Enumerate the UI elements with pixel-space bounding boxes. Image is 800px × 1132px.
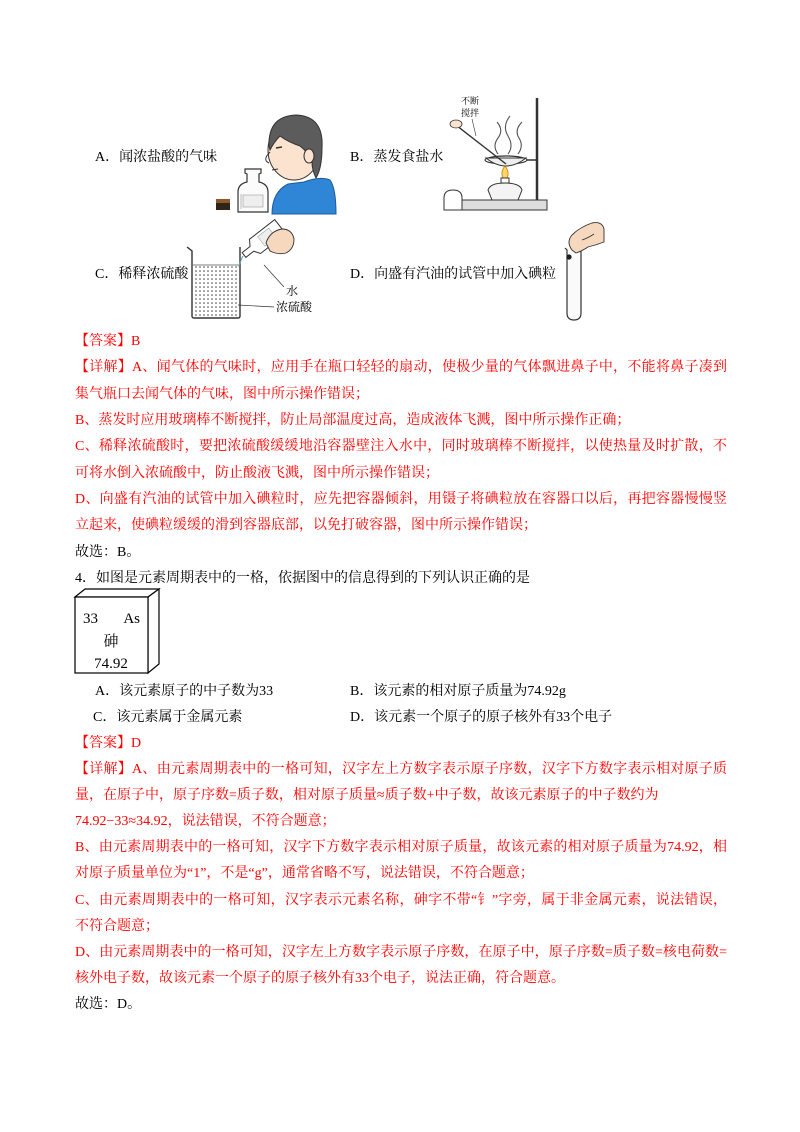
- acid-liquid: [193, 265, 239, 317]
- water-label: 水: [286, 284, 299, 298]
- q3-detail-line: D、向盛有汽油的试管中加入碘粒时，应先把容器倾斜，用镊子将碘粒放在容器口以后，再把容器慢慢竖: [75, 491, 727, 507]
- stopper-base: [216, 202, 230, 210]
- q3-option-c: C．稀释浓硫酸: [95, 267, 189, 282]
- boy-ear: [304, 149, 314, 163]
- q3-answer: 【答案】B: [75, 334, 141, 349]
- lamp-flame: [502, 166, 508, 178]
- q4-detail-line: 对原子质量单位为“1”，不是“g”，通常省略不写，说法错误，不符合题意；: [75, 866, 534, 882]
- q3-detail-line: 立起来，使碘粒缓缓的滑到容器底部，以免打破容器，图中所示操作错误；: [75, 518, 537, 534]
- stopper-top: [216, 199, 230, 203]
- stir-label-line1: 不断: [460, 96, 480, 106]
- q4-option-d: D．该元素一个原子的原子核外有33个电子: [350, 710, 613, 725]
- element-name: 砷: [103, 634, 119, 650]
- lamp-cap: [444, 190, 462, 210]
- evaporation-figure: [440, 92, 550, 214]
- acid-label: 浓硫酸: [276, 300, 313, 314]
- evaporating-dish: [486, 158, 526, 166]
- boy-shirt: [272, 178, 336, 214]
- stir-label-pointer: [472, 119, 476, 136]
- q4-option-a: A．该元素原子的中子数为33: [95, 684, 274, 699]
- q4-detail-line: 核外电子数，故该元素一个原子的原子核外有33个电子，说法正确，符合题意。: [75, 970, 565, 986]
- iodine-grain: [566, 254, 571, 259]
- q4-detail-line: 不符合题意；: [75, 918, 159, 934]
- q4-detail-line: B、由元素周期表中的一格可知，汉字下方数字表示相对原子质量，故该元素的相对原子质量为74.92，相: [75, 840, 727, 856]
- acid-label-pointer: [238, 305, 274, 307]
- q3-detail-line: 集气瓶口去闻气体的气味，图中所示操作错误；: [75, 386, 369, 402]
- glass-rod: [452, 122, 506, 164]
- stirring-hand: [450, 120, 462, 128]
- lamp-neck: [501, 178, 509, 183]
- q3-option-b: B．蒸发食盐水: [350, 150, 444, 165]
- q3-explanation-block: [75, 329, 727, 592]
- stir-label-line2: 搅拌: [460, 108, 480, 118]
- q4-answer: 【答案】D: [75, 736, 142, 751]
- test-tube-figure: [552, 220, 607, 323]
- smelling-acid-figure: [212, 112, 337, 214]
- q4-formula: 74.92−33≈34.92: [75, 814, 168, 830]
- q4-option-c: C．该元素属于金属元素: [93, 710, 243, 725]
- q4-detail-line: 量，在原子中，原子序数=质子数，相对原子质量≈质子数+中子数，故该元素原子的中子数约为: [75, 788, 659, 804]
- atomic-number: 33: [83, 611, 98, 627]
- q4-conclusion: 故选：D。: [75, 996, 142, 1012]
- q4-question: 4．如图是元素周期表中的一格，依据图中的信息得到的下列认识正确的是: [75, 570, 530, 586]
- iron-stand-base: [462, 200, 547, 210]
- cell-top-face: [75, 589, 159, 597]
- bottle-label: [243, 195, 263, 207]
- q4-detail-line: D、由元素周期表中的一格可知，汉字左上方数字表示原子序数，在原子中，原子序数=质子数=核电荷数=: [75, 944, 727, 960]
- q4-formula-remark: ，说法错误，不符合题意；: [167, 814, 336, 830]
- q4-detail-line: [75, 809, 727, 835]
- q3-conclusion: 故选：B。: [75, 544, 141, 560]
- q4-detail-line: C、由元素周期表中的一格可知，汉字表示元素名称，砷字不带“钅”字旁，属于非金属元素，说法错误，: [75, 892, 727, 908]
- atomic-mass: 74.92: [94, 656, 128, 672]
- q3-detail-line: 可将水倒入浓硫酸中，防止酸液飞溅，图中所示操作错误；: [75, 465, 439, 481]
- cell-side-face: [148, 589, 159, 673]
- q4-detail-line: 【详解】A、由元素周期表中的一格可知，汉字左上方数字表示原子序数，汉字下方数字表示相对原子质: [75, 762, 727, 778]
- element-symbol: As: [123, 611, 140, 627]
- q3-detail-line: 【详解】A、闻气体的气味时，应用手在瓶口轻轻的扇动，使极少量的气体飘进鼻子中，不能将鼻子凑到: [75, 360, 727, 376]
- vapor-2: [505, 116, 511, 154]
- boy-eye: [276, 147, 282, 148]
- element-cell: [74, 588, 164, 676]
- q3-detail-line: B、蒸发时应用玻璃棒不断搅拌，防止局部温度过高，造成液体飞溅，图中所示操作正确；: [75, 412, 631, 428]
- q3-option-d: D．向盛有汽油的试管中加入碘粒: [350, 267, 557, 282]
- alcohol-lamp: [488, 183, 522, 200]
- vapor-1: [495, 122, 501, 154]
- water-label-pointer: [264, 265, 284, 287]
- dilution-figure: [182, 225, 312, 323]
- q3-option-a: A．闻浓盐酸的气味: [95, 150, 218, 165]
- vapor-3: [517, 122, 522, 154]
- q4-option-b: B．该元素的相对原子质量为74.92g: [350, 684, 566, 699]
- q4-explanation-block: [75, 731, 727, 1018]
- q3-detail-line: C、稀释浓硫酸时，要把浓硫酸缓缓地沿容器壁注入水中，同时玻璃棒不断搅拌，以使热量及时扩散，不: [75, 439, 727, 455]
